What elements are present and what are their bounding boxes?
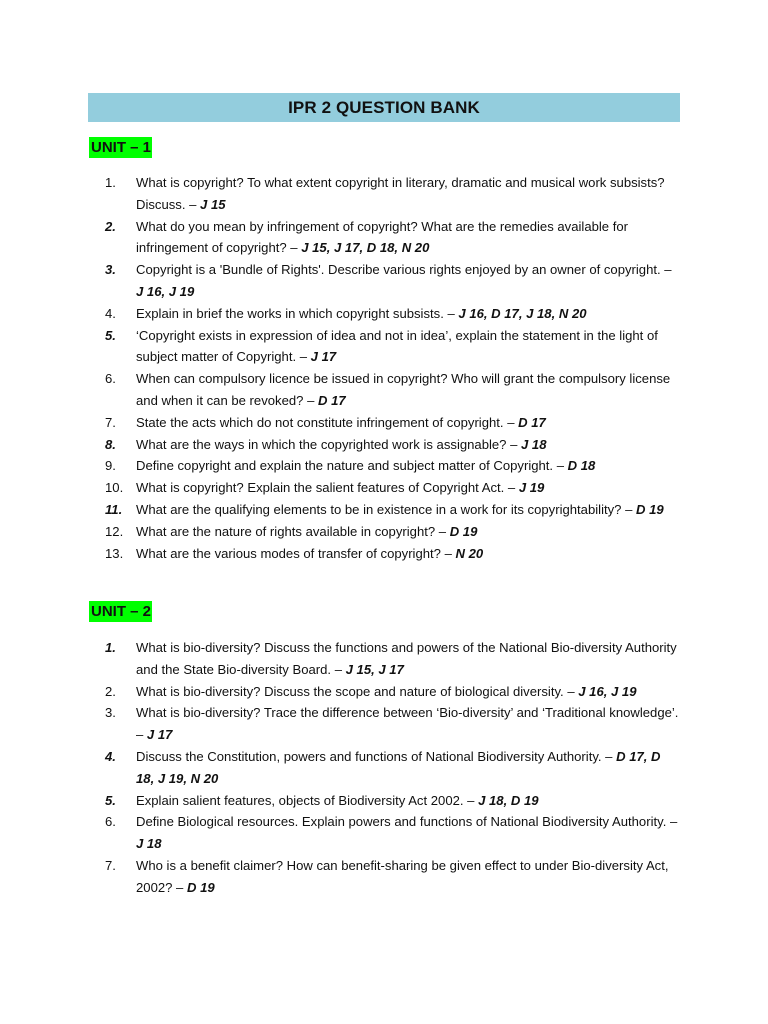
question-item (0, 702, 768, 746)
question-item (0, 521, 768, 543)
unit-2-question-list (0, 637, 768, 899)
question-body (136, 259, 681, 303)
exam-reference: J 15 (200, 196, 226, 212)
question-body (136, 811, 681, 855)
exam-reference: D 19 (636, 501, 664, 517)
question-body (136, 637, 681, 681)
question-number: 11. (105, 501, 123, 517)
question-number: 7. (105, 857, 116, 873)
question-item (0, 303, 768, 325)
exam-reference: J 17 (146, 727, 173, 743)
exam-reference: D 19 (449, 523, 478, 539)
question-body (136, 702, 681, 746)
question-body (136, 325, 681, 369)
exam-reference: N 20 (455, 545, 484, 561)
question-text: Who is a benefit claimer? How can benefit-sharing be given effect to under Bio-diversity Act, 2002? – (136, 857, 669, 895)
question-body (136, 434, 681, 456)
unit-2-heading: UNIT – 2 (91, 603, 152, 620)
question-text: State the acts which do not constitute infringement of copyright. – (136, 414, 519, 430)
exam-reference: D 19 (186, 879, 215, 895)
exam-reference: D 17, D 18, J 19, N 20 (136, 748, 661, 786)
question-text: What do you mean by infringement of copyright? What are the remedies available for infringement of copyright? – (136, 218, 629, 256)
question-number: 4. (105, 748, 116, 764)
question-number: 3. (105, 705, 116, 721)
question-item (0, 811, 768, 855)
exam-reference: J 16, D 17, J 18, N 20 (458, 305, 587, 321)
question-number: 5. (105, 792, 116, 808)
question-item (0, 172, 768, 216)
question-text: What are the qualifying elements to be in existence in a work for its copyrightability? – (136, 501, 636, 517)
exam-reference: J 18, D 19 (478, 792, 539, 808)
question-text: What is bio-diversity? Discuss the functions and powers of the National Bio-diversity Authority and the State Bio-diversity Board. – (136, 640, 677, 677)
question-body (136, 368, 681, 412)
question-item (0, 368, 768, 412)
question-text: Explain in brief the works in which copyright subsists. – (136, 305, 459, 321)
question-number: 7. (105, 414, 116, 430)
exam-reference: D 17 (317, 392, 346, 408)
exam-reference: J 18 (136, 836, 162, 852)
question-body (136, 303, 681, 325)
exam-reference: J 19 (518, 480, 545, 496)
question-item (0, 434, 768, 456)
question-text: Define copyright and explain the nature and subject matter of Copyright. – (136, 458, 568, 474)
question-text: What are the nature of rights available in copyright? – (136, 523, 450, 539)
unit-1-question-list (0, 172, 768, 564)
question-number: 1. (105, 640, 116, 655)
question-body (136, 790, 681, 812)
question-body (136, 543, 681, 565)
question-item (0, 412, 768, 434)
exam-reference: D 17 (518, 414, 546, 430)
question-number: 12. (105, 523, 124, 539)
question-body (136, 746, 681, 790)
exam-reference: J 16, J 19 (136, 283, 195, 299)
question-body (136, 681, 681, 703)
question-body (136, 499, 681, 521)
question-body (136, 455, 681, 477)
question-text: What is bio-diversity? Discuss the scope and nature of biological diversity. – (136, 683, 579, 699)
question-text: What are the various modes of transfer of copyright? – (136, 545, 456, 561)
question-number: 2. (105, 683, 116, 699)
question-text: Explain salient features, objects of Biodiversity Act 2002. – (136, 792, 479, 808)
question-number: 13. (105, 545, 124, 561)
question-number: 5. (105, 327, 116, 343)
question-number: 6. (105, 814, 116, 830)
question-item (0, 325, 768, 369)
question-text: What is copyright? To what extent copyright in literary, dramatic and musical work subsists? Discuss. – (136, 175, 665, 212)
document-title: IPR 2 QUESTION BANK (88, 93, 680, 122)
question-number: 2. (105, 218, 116, 234)
question-number: 10. (105, 480, 124, 496)
question-item (0, 637, 768, 681)
question-body (136, 172, 681, 216)
unit-1-heading: UNIT – 1 (91, 139, 152, 156)
question-body (136, 521, 681, 543)
exam-reference: D 18 (567, 458, 596, 474)
exam-reference: J 15, J 17 (345, 661, 404, 677)
question-item (0, 259, 768, 303)
question-number: 3. (105, 262, 116, 278)
question-item (0, 216, 768, 260)
question-item (0, 455, 768, 477)
question-number: 6. (105, 371, 116, 387)
question-text: What are the ways in which the copyrighted work is assignable? – (136, 436, 522, 452)
question-text: What is copyright? Explain the salient features of Copyright Act. – (136, 480, 519, 496)
question-number: 1. (105, 175, 116, 190)
question-body (136, 412, 681, 434)
exam-reference: J 18 (521, 436, 547, 452)
question-item (0, 790, 768, 812)
question-item (0, 477, 768, 499)
exam-reference: J 17 (310, 349, 337, 365)
question-text: Define Biological resources. Explain powers and functions of National Biodiversity Authority. – (136, 814, 678, 830)
exam-reference: J 15, J 17, D 18, N 20 (301, 240, 430, 256)
question-text: When can compulsory licence be issued in copyright? Who will grant the compulsory license and when it can be revoked? – (136, 371, 671, 408)
question-item (0, 746, 768, 790)
question-item (0, 543, 768, 565)
question-body (136, 216, 681, 260)
question-item (0, 499, 768, 521)
exam-reference: J 16, J 19 (578, 683, 637, 699)
question-text: What is bio-diversity? Trace the difference between ‘Bio-diversity’ and ‘Traditional knowledge’. – (136, 705, 679, 743)
question-number: 8. (105, 436, 116, 452)
question-text: Discuss the Constitution, powers and functions of National Biodiversity Authority. – (136, 748, 617, 764)
question-text: Copyright is a 'Bundle of Rights'. Describe various rights enjoyed by an owner of copyright. – (136, 262, 672, 278)
question-number: 9. (105, 458, 116, 474)
question-number: 4. (105, 305, 116, 321)
question-text: ‘Copyright exists in expression of idea and not in idea’, explain the statement in the light of subject matter of Copyright. – (136, 327, 658, 365)
question-item (0, 681, 768, 703)
question-item (0, 855, 768, 899)
question-body (136, 855, 681, 899)
question-body (136, 477, 681, 499)
